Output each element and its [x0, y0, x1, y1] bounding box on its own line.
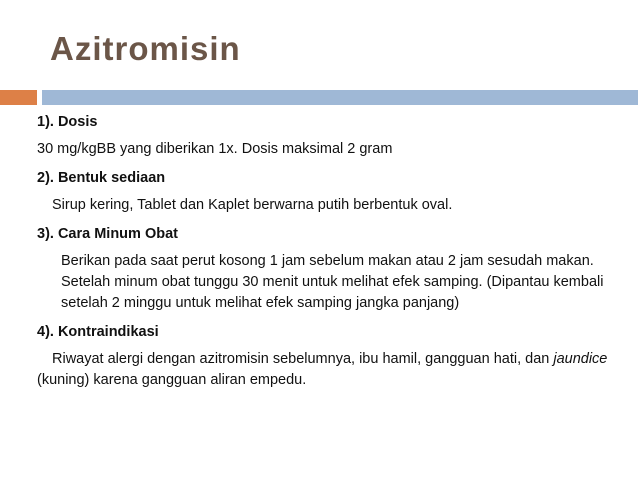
kontraindikasi-text-2: (kuning) karena gangguan aliran empedu.	[37, 372, 307, 388]
section-body-cara-minum-obat: Berikan pada saat perut kosong 1 jam sebelum makan atau 2 jam sesudah makan. Setelah minum obat tunggu 30 menit untuk melihat efek samping. (Dipantau kembali setelah 2 minggu untuk melihat efek samping jangka panjang)	[61, 253, 604, 311]
section-body-bentuk-sediaan: Sirup kering, Tablet dan Kaplet berwarna putih berbentuk oval.	[52, 197, 453, 213]
section-heading-bentuk-sediaan: 2). Bentuk sediaan	[37, 170, 166, 186]
section-body-kontraindikasi	[37, 349, 622, 391]
section-body-dosis: 30 mg/kgBB yang diberikan 1x. Dosis maksimal 2 gram	[37, 141, 393, 157]
section-heading-kontraindikasi: 4). Kontraindikasi	[37, 324, 159, 340]
section-heading-dosis: 1). Dosis	[37, 114, 98, 130]
accent-bar-blue	[42, 90, 638, 105]
slide-title: Azitromisin	[50, 30, 241, 67]
accent-bar-orange	[0, 90, 37, 105]
kontraindikasi-text-1: Riwayat alergi dengan azitromisin sebelumnya, ibu hamil, gangguan hati, dan	[52, 351, 554, 367]
slide-content	[37, 112, 622, 391]
kontraindikasi-italic-term: jaundice	[553, 351, 608, 367]
section-heading-cara-minum-obat: 3). Cara Minum Obat	[37, 226, 178, 242]
